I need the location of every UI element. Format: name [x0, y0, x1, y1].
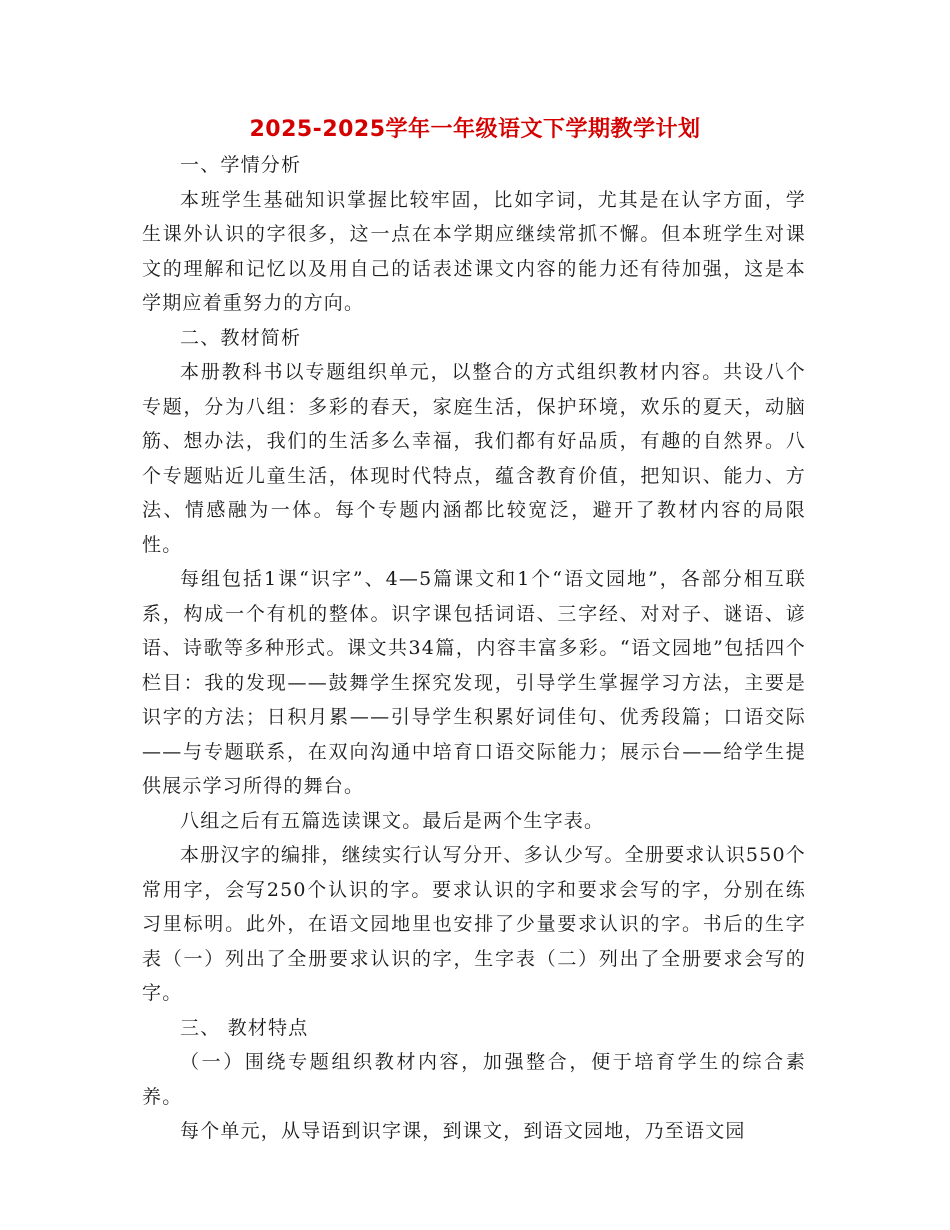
- section-heading: 一、学情分析: [180, 154, 302, 176]
- document-title: 2025-2025学年一年级语文下学期教学计划: [249, 117, 701, 142]
- paragraph: 每组包括1课“识字”、4—5篇课文和1个“语文园地”，各部分相互联系，构成一个有机的整体。识字课包括词语、三字经、对对子、谜语、谚语、诗歌等多种形式。课文共34篇，内容丰富多彩。“语文园地”包括四个栏目：我的发现——鼓舞学生探究发现，引导学生掌握学习方法，主要是识字的方法；日积月累——引导学生积累好词佳句、优秀段篇；口语交际——与专题联系，在双向沟通中培育口语交际能力；展示台——给学生提供展示学习所得的舞台。: [142, 568, 806, 797]
- paragraph: 八组之后有五篇选读课文。最后是两个生字表。: [180, 809, 605, 832]
- section-heading: 二、教材简析: [180, 326, 302, 349]
- paragraph: 每个单元，从导语到识字课，到课文，到语文园地，乃至语文园: [180, 1120, 746, 1142]
- paragraph: 本册汉字的编排，继续实行认写分开、多认少写。全册要求认识550个常用字，会写250个认识的字。要求认识的字和要求会写的字，分别在练习里标明。此外，在语文园地里也安排了少量要求认识的字。书后的生字表（一）列出了全册要求认识的字，生字表（二）列出了全册要求会写的字。: [142, 844, 806, 1004]
- paragraph: 本班学生基础知识掌握比较牢固，比如字词，尤其是在认字方面，学生课外认识的字很多，这一点在本学期应继续常抓不懈。但本班学生对课文的理解和记忆以及用自己的话表述课文内容的能力还有待加强，这是本学期应着重努力的方向。: [142, 188, 806, 314]
- document-body: [142, 148, 806, 1149]
- paragraph: 本册教科书以专题组织单元，以整合的方式组织教材内容。共设八个专题，分为八组：多彩的春天，家庭生活，保护环境，欢乐的夏天，动脑筋、想办法，我们的生活多么幸福，我们都有好品质，有趣的自然界。八个专题贴近儿童生活，体现时代特点，蕴含教育价值，把知识、能力、方法、情感融为一体。每个专题内涵都比较宽泛，避开了教材内容的局限性。: [142, 361, 806, 556]
- paragraph: （一）围绕专题组织教材内容，加强整合，便于培育学生的综合素养。: [142, 1051, 806, 1108]
- section-heading: 三、 教材特点: [180, 1016, 309, 1039]
